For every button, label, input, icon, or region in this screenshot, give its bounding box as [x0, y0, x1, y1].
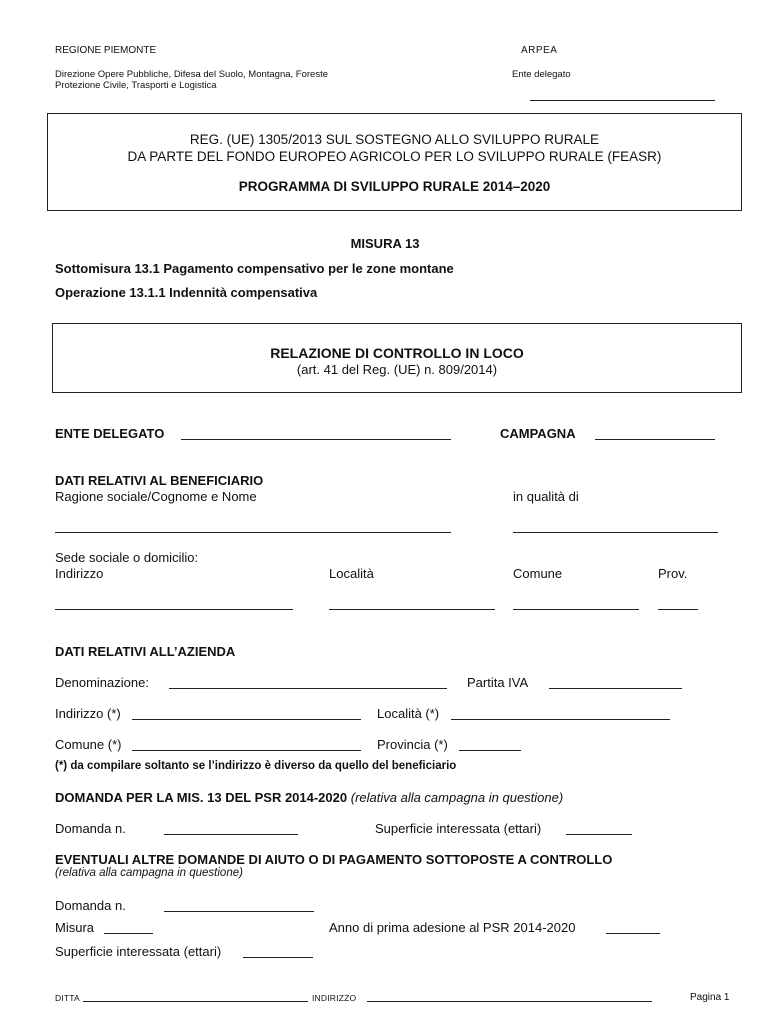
- regulation-line2: DA PARTE DEL FONDO EUROPEO AGRICOLO PER LO SVILUPPO RURALE (FEASR): [127, 149, 662, 164]
- ragione-sociale-label: Ragione sociale/Cognome e Nome: [55, 489, 257, 504]
- in-qualita-field[interactable]: [513, 532, 718, 533]
- department-line2: Protezione Civile, Trasporti e Logistica: [55, 80, 217, 91]
- domanda-n-field[interactable]: [164, 834, 298, 835]
- anno-adesione-label: Anno di prima adesione al PSR 2014-2020: [329, 920, 576, 935]
- azienda-heading: DATI RELATIVI ALL’AZIENDA: [55, 644, 236, 659]
- superficie2-field[interactable]: [243, 957, 313, 958]
- denominazione-label: Denominazione:: [55, 675, 149, 690]
- comune-label: Comune: [513, 566, 563, 581]
- in-qualita-label: in qualità di: [513, 489, 579, 504]
- azienda-localita-label: Località (*): [377, 706, 440, 721]
- comune-field[interactable]: [513, 609, 639, 610]
- anno-adesione-field[interactable]: [606, 933, 660, 934]
- submeasure: Sottomisura 13.1 Pagamento compensativo per le zone montane: [55, 261, 454, 276]
- misura-label: Misura: [55, 920, 95, 935]
- campagna-label: CAMPAGNA: [500, 426, 576, 441]
- department-line1: Direzione Opere Pubbliche, Difesa del Suolo, Montagna, Foreste: [55, 69, 329, 80]
- domanda-heading-bold: DOMANDA PER LA MIS. 13 DEL PSR 2014-2020: [55, 790, 348, 805]
- superficie-label: Superficie interessata (ettari): [375, 821, 542, 836]
- footer-indirizzo-field[interactable]: [367, 1001, 652, 1002]
- program-title: PROGRAMMA DI SVILUPPO RURALE 2014–2020: [238, 179, 551, 194]
- beneficiary-heading: DATI RELATIVI AL BENEFICIARIO: [55, 473, 264, 488]
- agency-name: ARPEA: [521, 45, 558, 56]
- superficie2-label: Superficie interessata (ettari): [55, 944, 222, 959]
- azienda-comune-label: Comune (*): [55, 737, 122, 752]
- delegate-field[interactable]: [530, 100, 715, 101]
- partita-iva-label: Partita IVA: [467, 675, 529, 690]
- campagna-field[interactable]: [595, 439, 715, 440]
- delegate-label: Ente delegato: [512, 69, 571, 80]
- domanda-n2-field[interactable]: [164, 911, 314, 912]
- azienda-provincia-field[interactable]: [459, 750, 521, 751]
- footer-ditta-field[interactable]: [83, 1001, 308, 1002]
- partita-iva-field[interactable]: [549, 688, 682, 689]
- altre-domande-subtitle: (relativa alla campagna in questione): [55, 867, 243, 879]
- operation: Operazione 13.1.1 Indennità compensativa: [55, 285, 318, 300]
- prov-field[interactable]: [658, 609, 698, 610]
- azienda-provincia-label: Provincia (*): [377, 737, 448, 752]
- regulation-line1: REG. (UE) 1305/2013 SUL SOSTEGNO ALLO SVILUPPO RURALE: [189, 132, 600, 147]
- indirizzo-field[interactable]: [55, 609, 293, 610]
- localita-field[interactable]: [329, 609, 495, 610]
- azienda-note: (*) da compilare soltanto se l’indirizzo è diverso da quello del beneficiario: [55, 760, 457, 772]
- title-box: [47, 113, 742, 211]
- indirizzo-label: Indirizzo: [55, 566, 104, 581]
- domanda-heading: [55, 790, 563, 805]
- prov-label: Prov.: [658, 566, 688, 581]
- footer-ditta-label: DITTA: [55, 993, 80, 1003]
- ente-delegato-label: ENTE DELEGATO: [55, 426, 165, 441]
- region-name: REGIONE PIEMONTE: [55, 45, 157, 56]
- page-number: Pagina 1: [690, 992, 730, 1003]
- azienda-localita-field[interactable]: [451, 719, 670, 720]
- azienda-indirizzo-field[interactable]: [132, 719, 361, 720]
- azienda-indirizzo-label: Indirizzo (*): [55, 706, 121, 721]
- misura-field[interactable]: [104, 933, 153, 934]
- domanda-heading-italic: (relativa alla campagna in questione): [350, 790, 564, 805]
- ragione-sociale-field[interactable]: [55, 532, 451, 533]
- superficie-field[interactable]: [566, 834, 632, 835]
- localita-label: Località: [329, 566, 374, 581]
- measure-title: MISURA 13: [350, 236, 420, 251]
- report-box: [52, 323, 742, 393]
- report-title: RELAZIONE DI CONTROLLO IN LOCO: [270, 345, 524, 361]
- denominazione-field[interactable]: [169, 688, 447, 689]
- footer-indirizzo-label: INDIRIZZO: [312, 993, 357, 1003]
- domanda-n-label: Domanda n.: [55, 821, 126, 836]
- sede-sociale-label: Sede sociale o domicilio:: [55, 550, 199, 565]
- azienda-comune-field[interactable]: [132, 750, 361, 751]
- report-subtitle: (art. 41 del Reg. (UE) n. 809/2014): [296, 362, 498, 377]
- ente-delegato-field[interactable]: [181, 439, 451, 440]
- domanda-n2-label: Domanda n.: [55, 898, 126, 913]
- altre-domande-heading: EVENTUALI ALTRE DOMANDE DI AIUTO O DI PAGAMENTO SOTTOPOSTE A CONTROLLO: [55, 852, 613, 867]
